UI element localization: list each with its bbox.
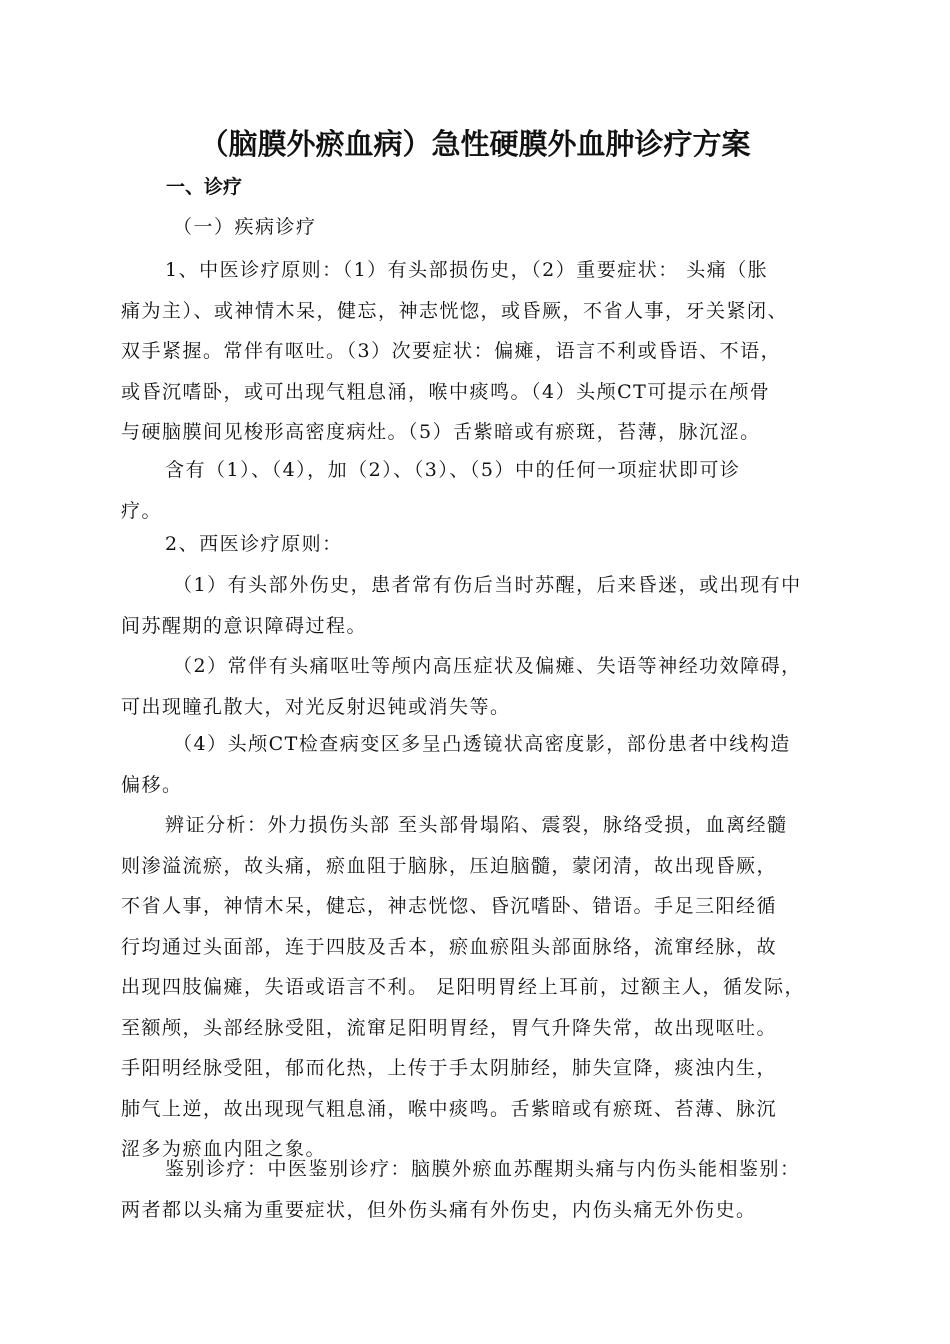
paragraph-line: 双手紧握。常伴有呕吐。（3）次要症状：偏瘫，语言不利或昏语、不语， [121, 340, 782, 362]
paragraph-line: 痛为主）、或神情木呆，健忘，神志恍惚，或昏厥，不省人事，牙关紧闭、 [121, 299, 789, 322]
paragraph-western-principles-heading [121, 524, 837, 565]
paragraph-line: 两者都以头痛为重要症状，但外伤头痛有外伤史，内伤头痛无外伤史。 [121, 1198, 757, 1221]
paragraph-line: 辨证分析：外力损伤头部 至头部骨塌陷、震裂，脉络受损，血离经髓 [165, 814, 788, 836]
paragraph-line: 肺气上逆，故出现现气粗息涌，喉中痰鸣。舌紫暗或有瘀斑、苔薄、脉沉 [121, 1097, 778, 1120]
subsection-heading-text: （一）疾病诊疗 [173, 216, 317, 238]
subsection-heading-disease-diagnosis [121, 207, 837, 248]
paragraph-line: 疗。 [121, 499, 163, 522]
paragraph-line: 则渗溢流瘀，故头痛，瘀血阻于脑脉，压迫脑髓，蒙闭清，故出现昏厥， [121, 854, 778, 877]
paragraph-line: 至额颅，头部经脉受阻，流窜足阳明胃经，胃气升降失常，故出现呕吐。 [121, 1016, 778, 1039]
paragraph-western-item-4 [121, 724, 837, 805]
paragraph-line: 出现四肢偏瘫，失语或语言不利。 足阳明胃经上耳前，过额主人，循发际， [121, 976, 806, 998]
document-title: （脑膜外瘀血病）急性硬膜外血肿诊疗方案 [199, 127, 751, 161]
paragraph-western-item-1 [121, 565, 837, 646]
paragraph-line: 手阳明经脉受阻，郁而化热，上传于手太阴肺经，肺失宣降，痰浊内生， [121, 1057, 778, 1079]
paragraph-line: （1）有头部外伤史，患者常有伤后当时苏醒，后来昏迷，或出现有中 [173, 574, 802, 596]
paragraph-line: 偏移。 [121, 773, 183, 796]
paragraph-line: 不省人事，神情木呆，健忘，神志恍惚、昏沉嗜卧、错语。手足三阳经循 [121, 895, 778, 917]
paragraph-line: （2）常伴有头痛呕吐等颅内高压症状及偏瘫、失语等神经功效障碍， [173, 655, 802, 677]
paragraph-line: 鉴别诊疗：中医鉴别诊疗：脑膜外瘀血苏醒期头痛与内伤头能相鉴别： [165, 1158, 801, 1180]
section-heading-diagnosis: 一、诊疗 [166, 176, 243, 198]
paragraph-line: 可出现瞳孔散大，对光反射迟钝或消失等。 [121, 695, 511, 718]
paragraph-syndrome-analysis [121, 805, 837, 1170]
paragraph-line: 含有（1）、（4），加（2）、（3）、（5）中的任何一项症状即可诊 [165, 459, 741, 481]
paragraph-line: 1、中医诊疗原则：（1）有头部损伤史，（2）重要症状： 头痛（胀 [165, 259, 769, 281]
paragraph-diagnosis-criteria [121, 450, 837, 531]
paragraph-differential-diagnosis [121, 1149, 837, 1230]
paragraph-line: 间苏醒期的意识障碍过程。 [121, 614, 368, 637]
paragraph-line: 行均通过头面部，连于四肢及舌本，瘀血瘀阻头部面脉络，流窜经脉，故 [121, 935, 778, 958]
paragraph-line: （4）头颅CT检查病变区多呈凸透镜状高密度影，部份患者中线构造 [173, 733, 791, 755]
paragraph-tcm-principles [121, 250, 837, 453]
paragraph-line: 涩多为瘀血内阻之象。 [121, 1138, 327, 1160]
paragraph-line: 与硬脑膜间见梭形高密度病灶。（5）舌紫暗或有瘀斑，苔薄，脉沉涩。 [121, 421, 761, 443]
paragraph-line: 2、西医诊疗原则： [165, 533, 343, 555]
paragraph-line: 或昏沉嗜卧，或可出现气粗息涌，喉中痰鸣。（4）头颅CT可提示在颅骨 [121, 380, 771, 403]
paragraph-western-item-2 [121, 646, 837, 727]
